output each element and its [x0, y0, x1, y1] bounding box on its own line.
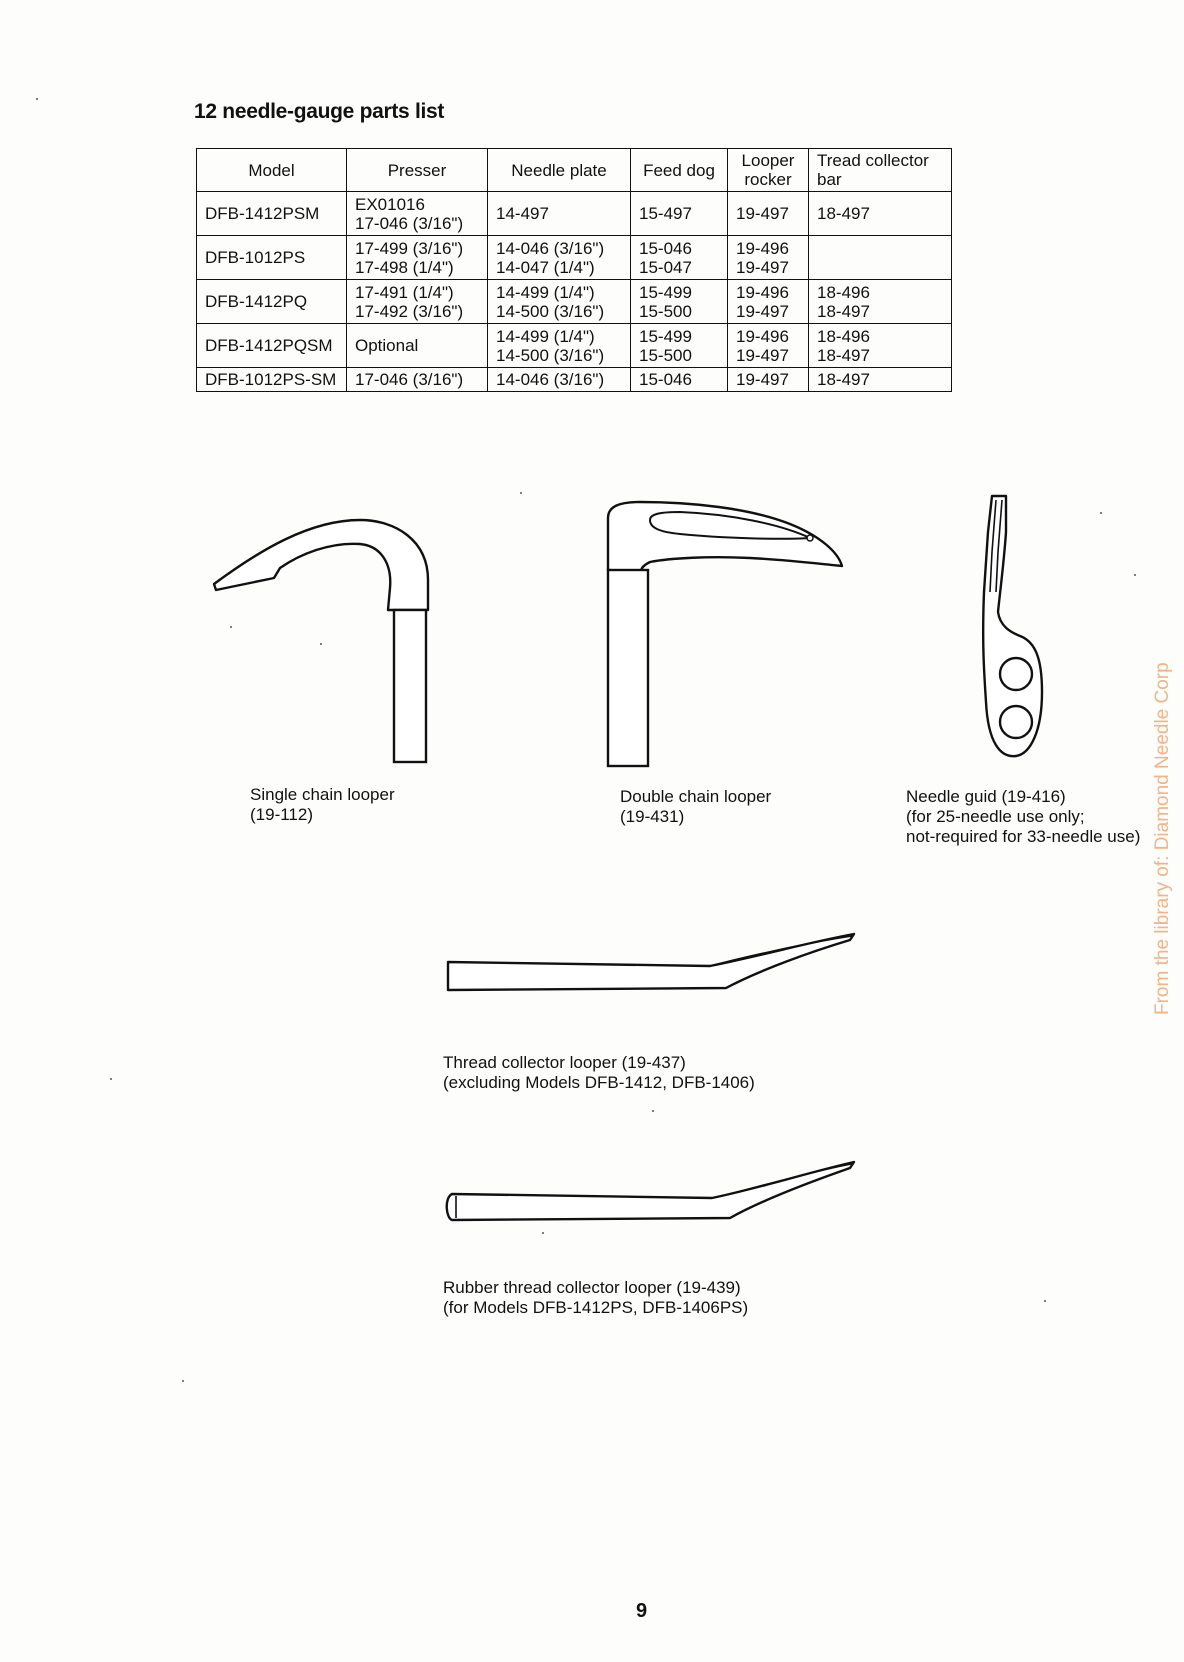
- caption-line: Single chain looper: [250, 785, 395, 804]
- scan-speck: [36, 98, 38, 100]
- cell-line: 14-046 (3/16"): [496, 370, 605, 389]
- parts-table: [196, 148, 952, 392]
- cell-line: 18-497: [817, 301, 870, 321]
- cell-line: 15-497: [639, 204, 692, 223]
- cell-tread-collector: [809, 236, 952, 280]
- scan-speck: [182, 1380, 184, 1382]
- header-feed-dog: Feed dog: [631, 149, 728, 192]
- caption-line: Rubber thread collector looper (19-439): [443, 1278, 741, 1297]
- cell-line: 14-500 (3/16"): [496, 301, 605, 321]
- cell-model: DFB-1412PQSM: [197, 324, 347, 368]
- cell-presser: [347, 236, 488, 280]
- cell-line: 14-499 (1/4"): [496, 282, 595, 302]
- cell-model: DFB-1012PS-SM: [197, 368, 347, 392]
- caption-line: Thread collector looper (19-437): [443, 1053, 686, 1072]
- cell-feed-dog: [631, 236, 728, 280]
- caption-double-chain-looper: [620, 787, 771, 827]
- scan-speck: [230, 626, 232, 628]
- caption-line: (for 25-needle use only;: [906, 807, 1085, 826]
- cell-line: 17-492 (3/16"): [355, 301, 464, 321]
- cell-line: 15-500: [639, 345, 692, 365]
- cell-looper-rocker: [728, 324, 809, 368]
- header-presser: Presser: [347, 149, 488, 192]
- cell-presser: [347, 192, 488, 236]
- cell-line: 14-497: [496, 204, 549, 223]
- cell-needle-plate: [488, 192, 631, 236]
- caption-line: Double chain looper: [620, 787, 772, 806]
- cell-line: 14-500 (3/16"): [496, 345, 605, 365]
- cell-line: 18-497: [817, 204, 870, 223]
- table-body: [197, 192, 952, 392]
- cell-line: 19-497: [736, 257, 789, 277]
- cell-line: 15-499: [639, 326, 692, 346]
- cell-line: 15-047: [639, 257, 692, 277]
- table-header-row: [197, 149, 952, 192]
- header-needle-plate: Needle plate: [488, 149, 631, 192]
- cell-line: Optional: [355, 336, 419, 355]
- cell-model: DFB-1012PS: [197, 236, 347, 280]
- cell-line: 14-046 (3/16"): [496, 238, 605, 258]
- header-looper-rocker-line: Looper: [741, 151, 795, 170]
- cell-line: 17-498 (1/4"): [355, 257, 454, 277]
- cell-line: 17-499 (3/16"): [355, 238, 464, 258]
- caption-thread-collector-looper: [443, 1053, 755, 1093]
- library-watermark: From the library of: Diamond Needle Corp: [1152, 662, 1173, 1015]
- cell-line: 19-497: [736, 370, 789, 389]
- caption-line: (19-112): [250, 805, 313, 824]
- header-model: Model: [197, 149, 347, 192]
- caption-line: (for Models DFB-1412PS, DFB-1406PS): [443, 1298, 749, 1317]
- caption-line: (19-431): [620, 807, 685, 826]
- page-number: 9: [636, 1600, 648, 1622]
- header-tread-collector-bar: [809, 149, 952, 192]
- table-row: [197, 236, 952, 280]
- cell-feed-dog: [631, 280, 728, 324]
- header-looper-rocker-line: rocker: [744, 170, 792, 189]
- cell-line: 15-500: [639, 301, 692, 321]
- header-tread-collector-line: bar: [817, 170, 842, 189]
- cell-needle-plate: [488, 280, 631, 324]
- cell-tread-collector: [809, 192, 952, 236]
- cell-needle-plate: [488, 324, 631, 368]
- cell-presser: [347, 368, 488, 392]
- cell-line: 19-497: [736, 204, 789, 223]
- cell-looper-rocker: [728, 280, 809, 324]
- cell-line: 19-497: [736, 345, 789, 365]
- table-row: [197, 280, 952, 324]
- header-tread-collector-line: Tread collector: [817, 151, 929, 170]
- double-chain-looper-drawing: [600, 498, 860, 774]
- cell-line: 18-497: [817, 345, 870, 365]
- cell-line: 15-046: [639, 370, 692, 389]
- cell-presser: [347, 280, 488, 324]
- single-chain-looper-drawing: [200, 510, 440, 770]
- cell-model: DFB-1412PQ: [197, 280, 347, 324]
- scan-speck: [1100, 512, 1102, 514]
- caption-line: Needle guid (19-416): [906, 787, 1066, 806]
- cell-line: 17-046 (3/16"): [355, 370, 464, 389]
- caption-line: not-required for 33-needle use): [906, 827, 1141, 846]
- caption-rubber-thread-collector-looper: [443, 1278, 748, 1318]
- scan-speck: [652, 1110, 654, 1112]
- scan-speck: [520, 492, 522, 494]
- cell-line: 19-496: [736, 326, 789, 346]
- cell-presser: [347, 324, 488, 368]
- scan-speck: [320, 643, 322, 645]
- cell-feed-dog: [631, 324, 728, 368]
- cell-line: 18-496: [817, 282, 870, 302]
- cell-feed-dog: [631, 192, 728, 236]
- scan-speck: [1044, 1300, 1046, 1302]
- caption-needle-guid: [906, 787, 1140, 847]
- cell-tread-collector: [809, 280, 952, 324]
- header-looper-rocker: [728, 149, 809, 192]
- needle-guid-drawing: [970, 492, 1050, 760]
- caption-single-chain-looper: [250, 785, 395, 825]
- cell-needle-plate: [488, 368, 631, 392]
- cell-line: 18-497: [817, 370, 870, 389]
- table-row: [197, 324, 952, 368]
- cell-line: 14-047 (1/4"): [496, 257, 595, 277]
- page-title: 12 needle-gauge parts list: [194, 100, 445, 123]
- cell-tread-collector: [809, 324, 952, 368]
- rubber-thread-collector-looper-drawing: [440, 1158, 860, 1232]
- cell-looper-rocker: [728, 192, 809, 236]
- table-row: [197, 192, 952, 236]
- cell-line: 14-499 (1/4"): [496, 326, 595, 346]
- cell-line: 15-046: [639, 238, 692, 258]
- cell-line: 17-491 (1/4"): [355, 282, 454, 302]
- cell-line: 18-496: [817, 326, 870, 346]
- cell-model: DFB-1412PSM: [197, 192, 347, 236]
- thread-collector-looper-drawing: [440, 930, 860, 1002]
- cell-line: 15-499: [639, 282, 692, 302]
- cell-feed-dog: [631, 368, 728, 392]
- table-row: [197, 368, 952, 392]
- cell-line: 19-496: [736, 238, 789, 258]
- scan-speck: [542, 1232, 544, 1234]
- cell-line: 19-497: [736, 301, 789, 321]
- cell-line: 19-496: [736, 282, 789, 302]
- scan-speck: [110, 1078, 112, 1080]
- caption-line: (excluding Models DFB-1412, DFB-1406): [443, 1073, 755, 1092]
- cell-needle-plate: [488, 236, 631, 280]
- cell-looper-rocker: [728, 236, 809, 280]
- scan-speck: [1134, 574, 1136, 576]
- cell-line: EX01016: [355, 194, 425, 214]
- cell-looper-rocker: [728, 368, 809, 392]
- cell-tread-collector: [809, 368, 952, 392]
- cell-line: 17-046 (3/16"): [355, 213, 464, 233]
